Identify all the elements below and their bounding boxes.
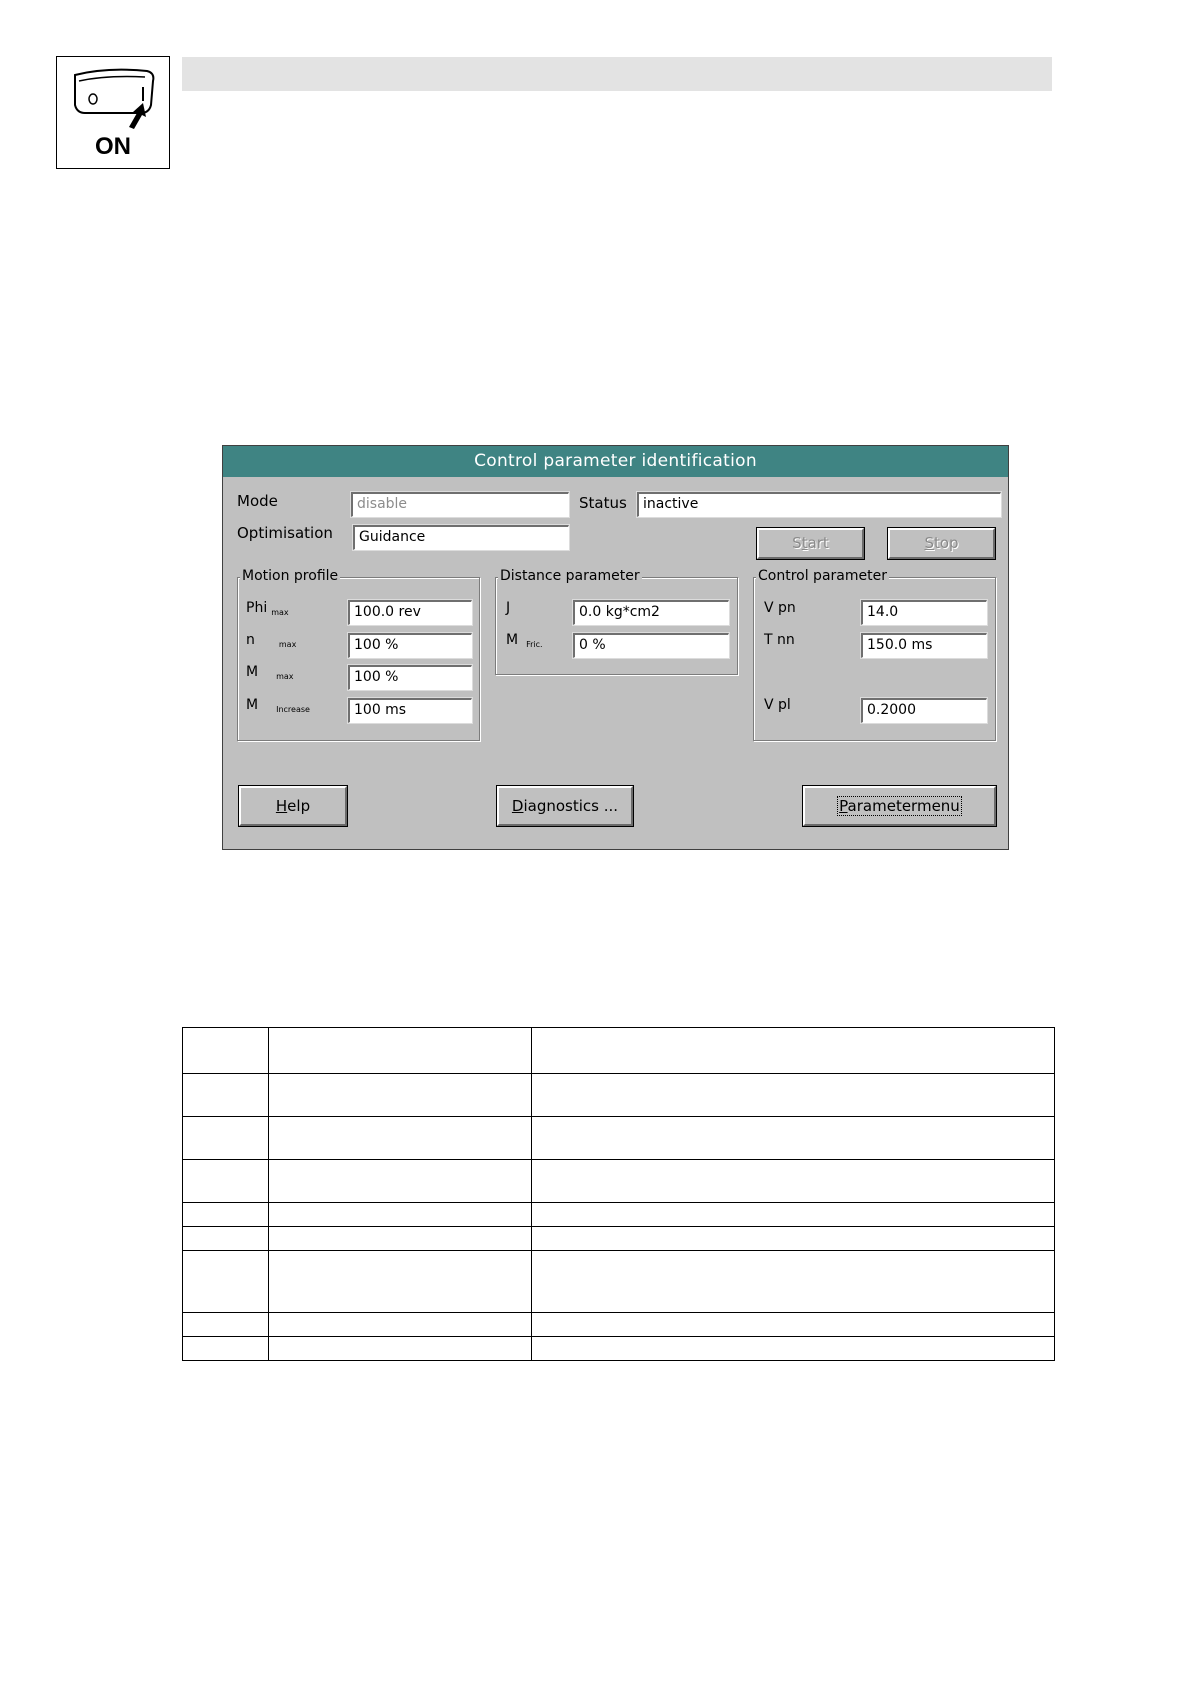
on-label: ON bbox=[95, 133, 131, 160]
t-nn-label: T nn bbox=[764, 632, 795, 648]
table-cell bbox=[269, 1203, 532, 1227]
table-cell bbox=[183, 1337, 269, 1361]
table-cell bbox=[183, 1160, 269, 1203]
dialog-title: Control parameter identification bbox=[223, 446, 1008, 477]
table-cell bbox=[269, 1117, 532, 1160]
table-cell bbox=[532, 1160, 1055, 1203]
table-cell bbox=[269, 1028, 532, 1074]
control-parameter-dialog bbox=[222, 445, 1009, 850]
table-cell bbox=[269, 1337, 532, 1361]
table-cell bbox=[269, 1313, 532, 1337]
table-cell bbox=[532, 1074, 1055, 1117]
mode-field[interactable]: disable bbox=[351, 492, 569, 517]
table-row bbox=[183, 1313, 1055, 1337]
table-cell bbox=[183, 1227, 269, 1251]
j-label: J bbox=[506, 600, 511, 616]
motion-profile-title: Motion profile bbox=[242, 568, 339, 584]
table-cell bbox=[532, 1251, 1055, 1313]
optimisation-field[interactable]: Guidance bbox=[353, 525, 569, 550]
table-cell bbox=[183, 1028, 269, 1074]
table-row bbox=[183, 1203, 1055, 1227]
table-cell bbox=[532, 1203, 1055, 1227]
table-row bbox=[183, 1074, 1055, 1117]
table-cell bbox=[183, 1203, 269, 1227]
empty-table bbox=[182, 1027, 1055, 1361]
start-button[interactable]: Start bbox=[757, 528, 864, 559]
m-increase-label: M $_{Increase}$ bbox=[246, 697, 310, 714]
phi-max-field[interactable]: 100.0 rev bbox=[348, 600, 472, 625]
on-switch-badge bbox=[56, 56, 170, 169]
v-pl-label: V pl bbox=[764, 697, 791, 713]
table-cell bbox=[269, 1074, 532, 1117]
table-row bbox=[183, 1028, 1055, 1074]
n-max-field[interactable]: 100 % bbox=[348, 633, 472, 658]
phi-max-label: Phi $_{max}$ bbox=[246, 600, 289, 617]
j-field[interactable]: 0.0 kg*cm2 bbox=[573, 600, 729, 625]
motion-profile-group bbox=[237, 568, 480, 741]
status-field[interactable]: inactive bbox=[637, 492, 1001, 517]
table-row bbox=[183, 1160, 1055, 1203]
table-row bbox=[183, 1117, 1055, 1160]
table-cell bbox=[269, 1251, 532, 1313]
table-cell bbox=[532, 1337, 1055, 1361]
t-nn-field[interactable]: 150.0 ms bbox=[861, 633, 987, 658]
control-parameter-title: Control parameter bbox=[758, 568, 887, 584]
table-row bbox=[183, 1251, 1055, 1313]
table-cell bbox=[532, 1117, 1055, 1160]
table-cell bbox=[532, 1313, 1055, 1337]
table-cell bbox=[183, 1117, 269, 1160]
m-max-field[interactable]: 100 % bbox=[348, 665, 472, 690]
m-max-label: M $_{max}$ bbox=[246, 664, 294, 681]
optimisation-label: Optimisation bbox=[237, 524, 333, 542]
stop-button[interactable]: Stop bbox=[888, 528, 995, 559]
control-parameter-group bbox=[753, 568, 996, 741]
status-label: Status bbox=[579, 494, 627, 512]
help-button[interactable]: Help bbox=[239, 786, 347, 826]
table-cell bbox=[183, 1074, 269, 1117]
v-pl-field[interactable]: 0.2000 bbox=[861, 698, 987, 723]
m-increase-field[interactable]: 100 ms bbox=[348, 698, 472, 723]
m-fric-field[interactable]: 0 % bbox=[573, 633, 729, 658]
distance-parameter-group bbox=[495, 568, 738, 675]
table-cell bbox=[532, 1028, 1055, 1074]
table-cell bbox=[532, 1227, 1055, 1251]
diagnostics-button[interactable]: Diagnostics ... bbox=[497, 786, 633, 826]
parametermenu-button[interactable]: Parametermenu bbox=[803, 786, 996, 826]
m-fric-label: M $_{Fric.}$ bbox=[506, 632, 543, 649]
table-cell bbox=[269, 1160, 532, 1203]
v-pn-field[interactable]: 14.0 bbox=[861, 600, 987, 625]
v-pn-label: V pn bbox=[764, 600, 796, 616]
n-max-label: n $_{max}$ bbox=[246, 632, 297, 649]
table-cell bbox=[183, 1251, 269, 1313]
header-bar bbox=[182, 57, 1052, 91]
table-row bbox=[183, 1227, 1055, 1251]
distance-parameter-title: Distance parameter bbox=[500, 568, 640, 584]
table-cell bbox=[269, 1227, 532, 1251]
mode-label: Mode bbox=[237, 492, 278, 510]
table-cell bbox=[183, 1313, 269, 1337]
table-row bbox=[183, 1337, 1055, 1361]
